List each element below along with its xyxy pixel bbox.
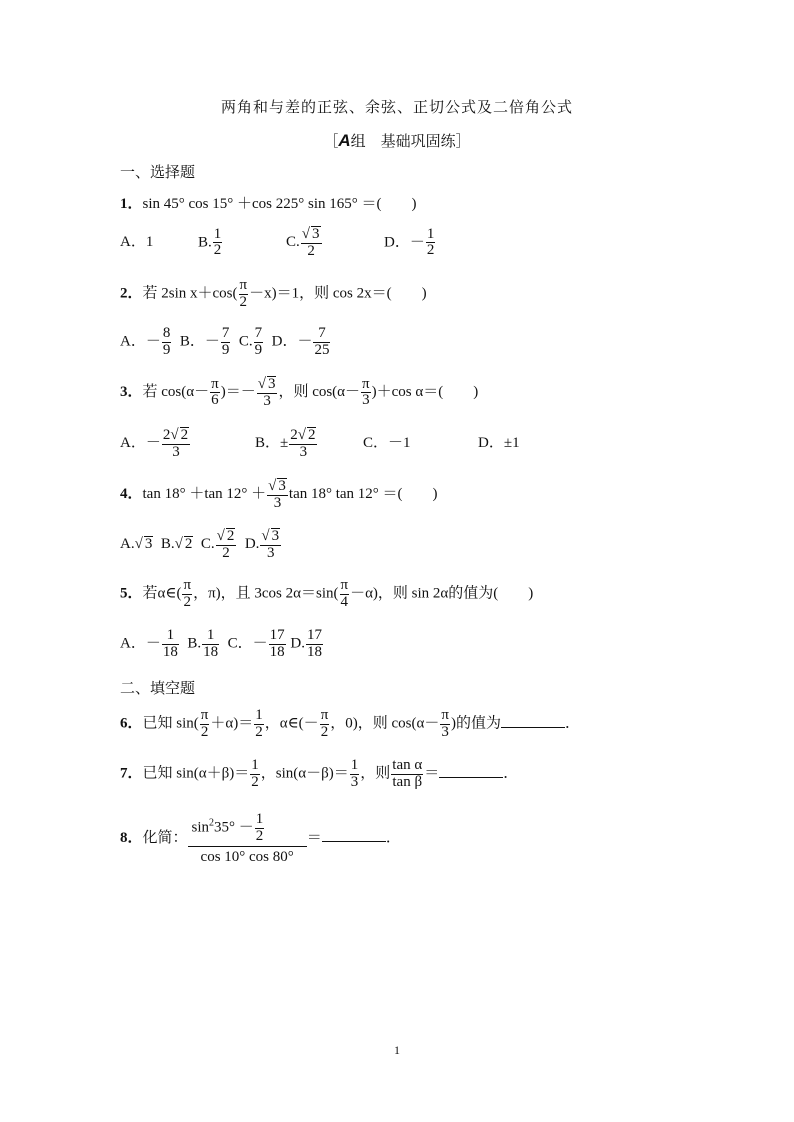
answer-blank[interactable] xyxy=(322,827,386,842)
option-d: D. $\frac{√ 3}{3}$ xyxy=(244,528,280,561)
option-b: B．－ $\frac{7}{9}$ xyxy=(179,325,230,358)
option-c: C. $\frac{√ 3}{2}$ xyxy=(286,226,320,259)
option-c: C．－ $\frac{17}{18}$ xyxy=(227,627,285,660)
option-d: D．－ $\frac{1}{2}$ xyxy=(384,225,435,259)
question-5: 5．若α∈( $\frac{\pi}{2}$ ，π)，且 3cos 2α＝sin( $\frac{\pi}{4}$ －α)，则 sin 2α的值为( ) xyxy=(120,577,534,610)
question-number: 1． xyxy=(120,196,143,212)
group-label xyxy=(0,130,794,151)
options-2 xyxy=(120,326,331,359)
question-7: 7．已知 sin(α＋β)＝ $\frac{1}{2}$ ，sin(α－β)＝ $\frac{1}{3}$ ，则 $\frac{\text{tan α}}{\text{tan β}}$ ＝ ． xyxy=(120,757,519,790)
options-5 xyxy=(120,628,324,661)
question-1 xyxy=(120,192,417,213)
option-b: B．± $\frac{2√ 2}{3}$ xyxy=(255,427,316,460)
option-a: A.√ 3 xyxy=(120,536,153,553)
option-d: D．－ $\frac{7}{25}$ xyxy=(271,325,330,358)
question-6: 6．已知 sin( $\frac{\pi}{2}$ ＋α)＝ $\frac{1}{2}$ ，α∈(－ $\frac{\pi}{2}$ ，0)，则 cos(α－ $\frac{\pi}{3}$ )的值为 ． xyxy=(120,707,580,740)
page-number: 1 xyxy=(394,1043,400,1057)
option-c: C. $\frac{√ 2}{2}$ xyxy=(200,528,235,561)
option-b: B. $\frac{1}{18}$ xyxy=(187,627,219,660)
option-a: A．1 xyxy=(120,234,154,251)
group-letter: A xyxy=(338,131,351,150)
question-4: 4．tan 18° ＋tan 12° ＋ $\frac{√ 3}{3}$ tan 18° tan 12° ＝( ) xyxy=(120,478,438,511)
answer-blank[interactable] xyxy=(501,713,565,728)
option-a: A．－ $\frac{1}{18}$ xyxy=(120,627,178,660)
option-b: B.√ 2 xyxy=(160,536,193,553)
option-b: B. $\frac{1}{2}$ xyxy=(198,225,222,259)
question-2: 2．若 2sin x＋cos( $\frac{\pi}{2}$ －x)＝1，则 cos 2x＝( ) xyxy=(120,277,427,310)
section-choice: 一、选择题 xyxy=(120,165,196,181)
options-3 xyxy=(120,427,520,461)
option-a: A．－ $\frac{8}{9}$ xyxy=(120,325,171,358)
question-text: sin 45° cos 15° ＋cos 225° sin 165° ＝( ) xyxy=(142,196,417,212)
option-c: C．－1 xyxy=(363,435,411,452)
fraction: $\sin^235^\circ$ － $\frac{1}{2}$ cos 10° cos 80° xyxy=(188,812,307,865)
option-d: D．±1 xyxy=(478,435,520,452)
question-8: 8．化简： $\sin^235^\circ$ － $\frac{1}{2}$ cos 10° cos 80° ＝ ． xyxy=(120,811,401,865)
option-d: D. $\frac{17}{18}$ xyxy=(290,627,322,660)
options-4 xyxy=(120,528,282,562)
answer-blank[interactable] xyxy=(439,763,503,778)
group-text: 组 基础巩固练］ xyxy=(350,134,471,150)
option-a: A．－ $\frac{2√ 2}{3}$ xyxy=(120,427,189,460)
question-3: 3．若 cos(α－ $\frac{\pi}{6}$ )＝－ $\frac{√ 3}{3}$ ，则 cos(α－ $\frac{\pi}{3}$ )＋cos α＝( ) xyxy=(120,375,479,409)
page-title: 两角和与差的正弦、余弦、正切公式及二倍角公式 xyxy=(220,100,573,116)
section-fill: 二、填空题 xyxy=(120,681,196,697)
option-c: C. $\frac{7}{9}$ xyxy=(238,325,263,358)
options-1 xyxy=(120,226,436,260)
group-bracket: ［ xyxy=(323,134,339,150)
